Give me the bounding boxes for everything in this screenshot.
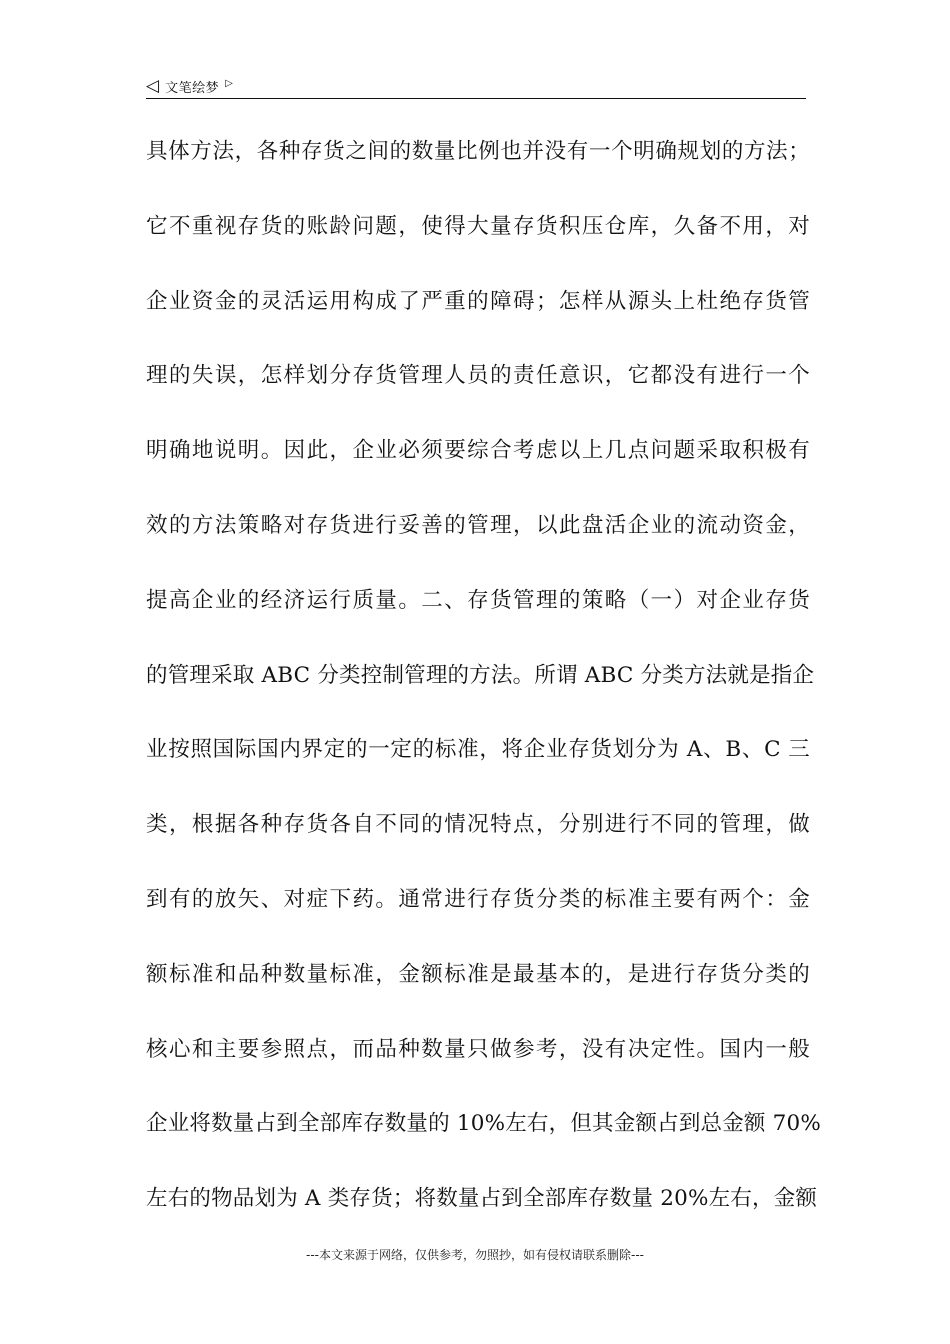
header-divider — [146, 98, 806, 99]
page-header — [146, 74, 806, 98]
body-text — [146, 126, 822, 1248]
text-line: 明确地说明。因此，企业必须要综合考虑以上几点问题采取积极有 — [146, 438, 810, 464]
text-line: 到有的放矢、对症下药。通常进行存货分类的标准主要有两个：金 — [146, 886, 810, 912]
text-line: 额标准和品种数量标准，金额标准是最基本的，是进行存货分类的 — [146, 961, 810, 987]
right-triangle-icon: ▷ — [225, 77, 233, 89]
text-line: 的管理采取 ABC 分类控制管理的方法。所谓 ABC 分类方法就是指企 — [146, 662, 815, 688]
text-line: 核心和主要参照点，而品种数量只做参考，没有决定性。国内一般 — [146, 1036, 810, 1062]
text-line: 提高企业的经济运行质量。二、存货管理的策略（一）对企业存货 — [146, 587, 810, 613]
text-line: 左右的物品划为 A 类存货；将数量占到全部库存数量 20%左右，金额 — [146, 1186, 818, 1212]
text-line: 效的方法策略对存货进行妥善的管理，以此盘活企业的流动资金， — [146, 512, 810, 538]
text-line: 理的失误，怎样划分存货管理人员的责任意识，它都没有进行一个 — [146, 363, 810, 389]
left-triangle-icon: ◁ — [146, 75, 160, 96]
header-brand: 文笔绘梦 — [165, 80, 220, 96]
text-line: 具体方法，各种存货之间的数量比例也并没有一个明确规划的方法； — [146, 139, 810, 164]
page-footer: ---本文来源于网络，仅供参考，勿照抄，如有侵权请联系删除--- — [306, 1248, 644, 1262]
text-line: 企业资金的灵活运用构成了严重的障碍；怎样从源头上杜绝存货管 — [146, 288, 810, 314]
text-line: 它不重视存货的账龄问题，使得大量存货积压仓库，久备不用，对 — [146, 213, 810, 239]
text-line: 类，根据各种存货各自不同的情况特点，分别进行不同的管理，做 — [146, 812, 810, 838]
text-line: 业按照国际国内界定的一定的标准，将企业存货划分为 A、B、C 三 — [146, 737, 810, 763]
text-line: 企业将数量占到全部库存数量的 10%左右，但其金额占到总金额 70% — [146, 1111, 822, 1137]
